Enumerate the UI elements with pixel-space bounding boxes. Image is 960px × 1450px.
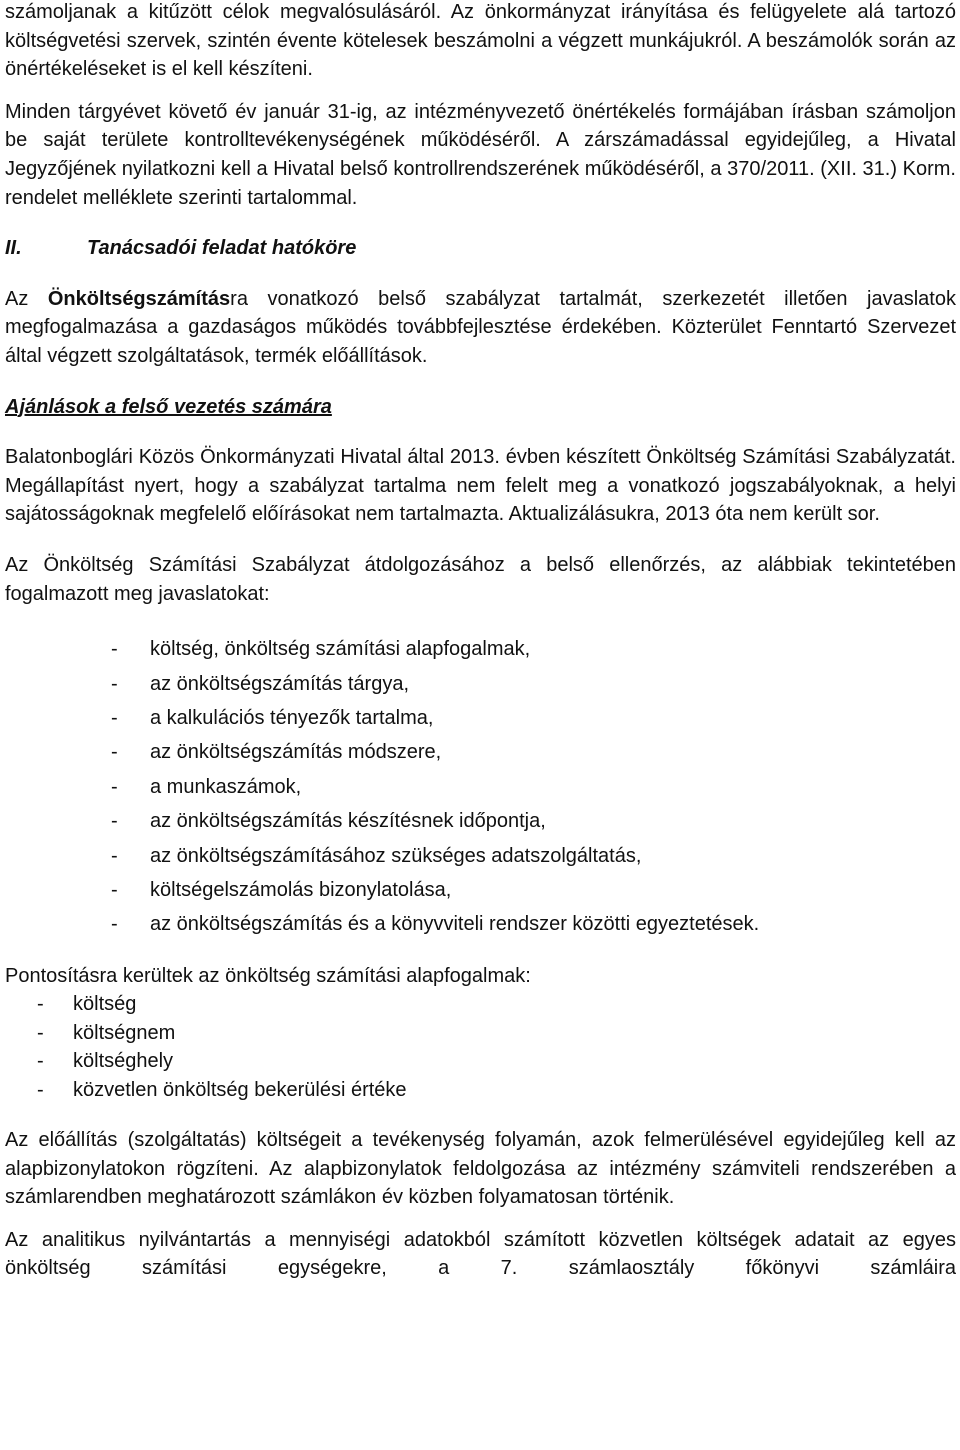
scope-term: Önköltségszámítás <box>47 287 231 310</box>
list-item: - költség <box>37 993 137 1016</box>
list-item: - közvetlen önköltség bekerülési értéke <box>37 1078 407 1101</box>
scope-prefix: Az <box>5 287 48 310</box>
list-item: - a munkaszámok, <box>111 775 302 798</box>
paragraph-concepts-intro: Pontosításra kerültek az önköltség számítási alapfogalmak: <box>5 964 531 987</box>
concept-list <box>5 990 956 1104</box>
list-item: - a kalkulációs tényezők tartalma, <box>111 706 434 729</box>
list-item: - költség, önköltség számítási alapfogalmak, <box>111 638 531 661</box>
list-item: - költségelszámolás bizonylatolása, <box>111 878 452 901</box>
list-item: - az önköltségszámításához szükséges adatszolgáltatás, <box>111 844 642 867</box>
section-number: II. <box>5 237 22 260</box>
proposal-list <box>5 632 956 942</box>
list-item: - az önköltségszámítás tárgya, <box>111 672 410 695</box>
paragraph-findings: Balatonboglári Közös Önkormányzati Hivatal által 2013. évben készített Önköltség Számítási Szabályzatát. Megállapítást nyert, hogy a szabályzat tartalma nem felelt meg a vonatkozó jogszabályoknak, a helyi sajátosságoknak megfelelő előírásokat nem tartalmazta. Aktualizálásukra, 2013 óta nem került sor. <box>5 446 956 526</box>
paragraph-self-assessment: Minden tárgyévet követő év január 31-ig, az intézményvezető önértékelés formájában írásban számoljon be saját területe kontrolltevékenységének működéséről. A zárszámadással egyidejűleg, a Hivatal Jegyzőjének nyilatkozni kell a Hivatal belső kontrollrendszerének működéséről, a 370/2011. (XII. 31.) Korm. rendelet melléklete szerinti tartalommal. <box>5 100 956 209</box>
paragraph-cost-recording: Az előállítás (szolgáltatás) költségeit a tevékenység folyamán, azok felmerülésével egyidejűleg kell az alapbizonylatokon rögzíteni. Az alapbizonylatok feldolgozása az intézmény számviteli rendszerében a számlarendben meghatározott számlákon év közben folyamatosan történik. <box>5 1128 956 1209</box>
list-item: - az önköltségszámítás módszere, <box>111 741 442 764</box>
paragraph-analytic-records: Az analitikus nyilvántartás a mennyiségi adatokból számított közvetlen költségek adatait az egyes önköltség számítási egységekre, a 7. számlaosztály főkönyvi számláira <box>5 1228 956 1280</box>
paragraph-proposals-intro: Az Önköltség Számítási Szabályzat átdolgozásához a belső ellenőrzés, az alábbiak tekintetében fogalmazott meg javaslatokat: <box>5 553 956 605</box>
scope-rest: ra vonatkozó belső szabályzat tartalmát, szerkezetét illetően javaslatok megfogalmazása a gazdaságos működés továbbfejlesztése érdekében. Közterület Fenntartó Szervezet által végzett szolgáltatások, termék előállítások. <box>5 287 956 367</box>
document-page <box>5 0 956 1283</box>
paragraph-intro: számoljanak a kitűzött célok megvalósulásáról. Az önkormányzat irányítása és felügyelete alá tartozó költségvetési szervek, szintén évente kötelesek beszámolni a végzett munkájukról. A beszámolók során az önértékeléseket is el kell készíteni. <box>5 1 956 81</box>
section-title: Tanácsadói feladat hatóköre <box>87 237 357 260</box>
list-item: - az önköltségszámítás és a könyvviteli rendszer közötti egyeztetések. <box>111 913 760 936</box>
recommendations-heading: Ajánlások a felső vezetés számára <box>5 395 332 418</box>
list-item: - költségnem <box>37 1021 176 1044</box>
paragraph-scope <box>5 285 956 371</box>
section-heading <box>5 234 956 263</box>
list-item: - költséghely <box>37 1050 174 1073</box>
list-item: - az önköltségszámítás készítésnek időpontja, <box>111 810 546 833</box>
